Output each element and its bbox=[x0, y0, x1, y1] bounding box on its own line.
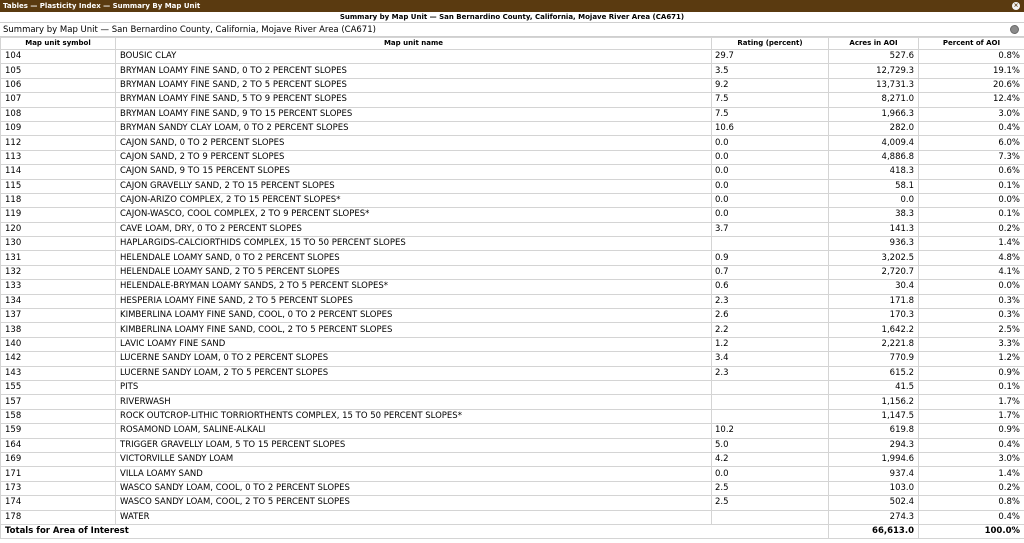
map-unit-name-cell[interactable]: ROSAMOND LOAM, SALINE-ALKALI bbox=[116, 424, 712, 438]
table-row bbox=[1, 481, 1024, 495]
window-titlebar bbox=[0, 0, 1024, 12]
percent-cell: 0.1% bbox=[919, 208, 1024, 222]
percent-cell: 1.2% bbox=[919, 352, 1024, 366]
acres-cell: 13,731.3 bbox=[829, 78, 919, 92]
map-unit-name-cell[interactable]: HESPERIA LOAMY FINE SAND, 2 TO 5 PERCENT SLOPES bbox=[116, 294, 712, 308]
map-unit-name-cell[interactable]: BRYMAN LOAMY FINE SAND, 5 TO 9 PERCENT SLOPES bbox=[116, 93, 712, 107]
map-unit-symbol-cell: 157 bbox=[1, 395, 116, 409]
table-row bbox=[1, 121, 1024, 135]
map-unit-name-cell[interactable]: VILLA LOAMY SAND bbox=[116, 467, 712, 481]
map-unit-name-cell[interactable]: ROCK OUTCROP-LITHIC TORRIORTHENTS COMPLEX, 15 TO 50 PERCENT SLOPES* bbox=[116, 409, 712, 423]
percent-cell: 0.2% bbox=[919, 222, 1024, 236]
table-row bbox=[1, 150, 1024, 164]
map-unit-symbol-cell: 130 bbox=[1, 237, 116, 251]
percent-cell: 19.1% bbox=[919, 64, 1024, 78]
map-unit-symbol-cell: 159 bbox=[1, 424, 116, 438]
map-unit-symbol-cell: 131 bbox=[1, 251, 116, 265]
table-row bbox=[1, 496, 1024, 510]
table-row bbox=[1, 165, 1024, 179]
rating-cell: 2.2 bbox=[712, 323, 829, 337]
table-row bbox=[1, 78, 1024, 92]
table-header-row bbox=[1, 38, 1024, 50]
map-unit-symbol-cell: 137 bbox=[1, 309, 116, 323]
map-unit-symbol-cell: 104 bbox=[1, 50, 116, 64]
totals-row bbox=[1, 524, 1024, 538]
percent-cell: 3.3% bbox=[919, 337, 1024, 351]
rating-cell: 2.3 bbox=[712, 294, 829, 308]
acres-cell: 1,966.3 bbox=[829, 107, 919, 121]
rating-cell: 7.5 bbox=[712, 93, 829, 107]
map-unit-symbol-cell: 113 bbox=[1, 150, 116, 164]
map-unit-name-cell[interactable]: TRIGGER GRAVELLY LOAM, 5 TO 15 PERCENT SLOPES bbox=[116, 438, 712, 452]
table-row bbox=[1, 380, 1024, 394]
map-unit-symbol-cell: 115 bbox=[1, 179, 116, 193]
map-unit-name-cell[interactable]: HELENDALE LOAMY SAND, 2 TO 5 PERCENT SLOPES bbox=[116, 265, 712, 279]
summary-table bbox=[0, 37, 1024, 539]
table-row bbox=[1, 510, 1024, 524]
map-unit-symbol-cell: 169 bbox=[1, 452, 116, 466]
map-unit-symbol-cell: 132 bbox=[1, 265, 116, 279]
acres-cell: 1,642.2 bbox=[829, 323, 919, 337]
acres-cell: 1,147.5 bbox=[829, 409, 919, 423]
acres-cell: 2,720.7 bbox=[829, 265, 919, 279]
map-unit-name-cell[interactable]: WASCO SANDY LOAM, COOL, 0 TO 2 PERCENT SLOPES bbox=[116, 481, 712, 495]
table-row bbox=[1, 280, 1024, 294]
map-unit-symbol-cell: 143 bbox=[1, 366, 116, 380]
map-unit-name-cell[interactable]: BRYMAN LOAMY FINE SAND, 0 TO 2 PERCENT SLOPES bbox=[116, 64, 712, 78]
totals-acres: 66,613.0 bbox=[829, 524, 919, 538]
table-row bbox=[1, 251, 1024, 265]
map-unit-symbol-cell: 155 bbox=[1, 380, 116, 394]
map-unit-name-cell[interactable]: HELENDALE LOAMY SAND, 0 TO 2 PERCENT SLOPES bbox=[116, 251, 712, 265]
acres-cell: 770.9 bbox=[829, 352, 919, 366]
rating-cell bbox=[712, 237, 829, 251]
map-unit-symbol-cell: 174 bbox=[1, 496, 116, 510]
rating-cell: 0.9 bbox=[712, 251, 829, 265]
map-unit-symbol-cell: 105 bbox=[1, 64, 116, 78]
map-unit-symbol-cell: 109 bbox=[1, 121, 116, 135]
rating-cell: 7.5 bbox=[712, 107, 829, 121]
map-unit-name-cell[interactable]: CAJON-WASCO, COOL COMPLEX, 2 TO 9 PERCENT SLOPES* bbox=[116, 208, 712, 222]
percent-cell: 0.8% bbox=[919, 50, 1024, 64]
rating-cell: 0.0 bbox=[712, 165, 829, 179]
table-row bbox=[1, 438, 1024, 452]
map-unit-symbol-cell: 173 bbox=[1, 481, 116, 495]
table-row bbox=[1, 237, 1024, 251]
rating-cell: 5.0 bbox=[712, 438, 829, 452]
rating-cell: 0.0 bbox=[712, 150, 829, 164]
acres-cell: 170.3 bbox=[829, 309, 919, 323]
acres-cell: 527.6 bbox=[829, 50, 919, 64]
table-row bbox=[1, 467, 1024, 481]
percent-cell: 1.4% bbox=[919, 237, 1024, 251]
table-row bbox=[1, 452, 1024, 466]
acres-cell: 615.2 bbox=[829, 366, 919, 380]
rating-cell: 3.5 bbox=[712, 64, 829, 78]
percent-cell: 2.5% bbox=[919, 323, 1024, 337]
rating-cell: 0.0 bbox=[712, 136, 829, 150]
column-header-percent-of-aoi[interactable]: Percent of AOI bbox=[919, 38, 1024, 50]
map-unit-name-cell[interactable]: BRYMAN LOAMY FINE SAND, 2 TO 5 PERCENT SLOPES bbox=[116, 78, 712, 92]
rating-cell: 2.6 bbox=[712, 309, 829, 323]
map-unit-name-cell[interactable]: BOUSIC CLAY bbox=[116, 50, 712, 64]
rating-cell: 2.5 bbox=[712, 481, 829, 495]
rating-cell bbox=[712, 510, 829, 524]
map-unit-name-cell[interactable]: LAVIC LOAMY FINE SAND bbox=[116, 337, 712, 351]
acres-cell: 1,994.6 bbox=[829, 452, 919, 466]
percent-cell: 6.0% bbox=[919, 136, 1024, 150]
report-title: Summary by Map Unit — San Bernardino County, California, Mojave River Area (CA671) bbox=[0, 12, 1024, 23]
table-row bbox=[1, 222, 1024, 236]
rating-cell: 0.0 bbox=[712, 193, 829, 207]
rating-cell: 2.5 bbox=[712, 496, 829, 510]
percent-cell: 0.1% bbox=[919, 179, 1024, 193]
column-header-map-unit-name[interactable]: Map unit name bbox=[116, 38, 712, 50]
map-unit-symbol-cell: 107 bbox=[1, 93, 116, 107]
rating-cell: 10.2 bbox=[712, 424, 829, 438]
map-unit-symbol-cell: 158 bbox=[1, 409, 116, 423]
report-subtitle: Summary by Map Unit — San Bernardino County, California, Mojave River Area (CA671) bbox=[3, 25, 376, 35]
acres-cell: 4,009.4 bbox=[829, 136, 919, 150]
acres-cell: 3,202.5 bbox=[829, 251, 919, 265]
map-unit-symbol-cell: 142 bbox=[1, 352, 116, 366]
percent-cell: 0.8% bbox=[919, 496, 1024, 510]
map-unit-name-cell[interactable]: CAJON GRAVELLY SAND, 2 TO 15 PERCENT SLOPES bbox=[116, 179, 712, 193]
percent-cell: 1.7% bbox=[919, 395, 1024, 409]
table-body bbox=[1, 50, 1024, 525]
close-icon[interactable]: × bbox=[1013, 2, 1019, 9]
map-unit-name-cell[interactable]: CAJON SAND, 2 TO 9 PERCENT SLOPES bbox=[116, 150, 712, 164]
acres-cell: 294.3 bbox=[829, 438, 919, 452]
percent-cell: 0.9% bbox=[919, 424, 1024, 438]
map-unit-symbol-cell: 118 bbox=[1, 193, 116, 207]
map-unit-symbol-cell: 119 bbox=[1, 208, 116, 222]
map-unit-symbol-cell: 133 bbox=[1, 280, 116, 294]
acres-cell: 1,156.2 bbox=[829, 395, 919, 409]
acres-cell: 418.3 bbox=[829, 165, 919, 179]
percent-cell: 20.6% bbox=[919, 78, 1024, 92]
table-row bbox=[1, 337, 1024, 351]
acres-cell: 41.5 bbox=[829, 380, 919, 394]
table-row bbox=[1, 193, 1024, 207]
percent-cell: 4.1% bbox=[919, 265, 1024, 279]
map-unit-symbol-cell: 114 bbox=[1, 165, 116, 179]
acres-cell: 38.3 bbox=[829, 208, 919, 222]
table-row bbox=[1, 366, 1024, 380]
acres-cell: 8,271.0 bbox=[829, 93, 919, 107]
rating-cell: 0.0 bbox=[712, 208, 829, 222]
map-unit-name-cell[interactable]: HAPLARGIDS-CALCIORTHIDS COMPLEX, 15 TO 50 PERCENT SLOPES bbox=[116, 237, 712, 251]
rating-cell bbox=[712, 395, 829, 409]
rating-cell: 0.6 bbox=[712, 280, 829, 294]
map-unit-symbol-cell: 164 bbox=[1, 438, 116, 452]
rating-cell: 1.2 bbox=[712, 337, 829, 351]
table-row bbox=[1, 64, 1024, 78]
rating-cell: 0.0 bbox=[712, 467, 829, 481]
rating-cell: 3.4 bbox=[712, 352, 829, 366]
map-unit-symbol-cell: 108 bbox=[1, 107, 116, 121]
percent-cell: 1.4% bbox=[919, 467, 1024, 481]
table-row bbox=[1, 409, 1024, 423]
acres-cell: 58.1 bbox=[829, 179, 919, 193]
table-row bbox=[1, 309, 1024, 323]
percent-cell: 0.1% bbox=[919, 380, 1024, 394]
rating-cell: 0.0 bbox=[712, 179, 829, 193]
percent-cell: 0.9% bbox=[919, 366, 1024, 380]
percent-cell: 0.3% bbox=[919, 294, 1024, 308]
map-unit-name-cell[interactable]: KIMBERLINA LOAMY FINE SAND, COOL, 0 TO 2 PERCENT SLOPES bbox=[116, 309, 712, 323]
scroll-button-icon[interactable] bbox=[1010, 25, 1019, 34]
table-row bbox=[1, 208, 1024, 222]
totals-percent: 100.0% bbox=[919, 524, 1024, 538]
acres-cell: 274.3 bbox=[829, 510, 919, 524]
map-unit-name-cell[interactable]: BRYMAN LOAMY FINE SAND, 9 TO 15 PERCENT SLOPES bbox=[116, 107, 712, 121]
map-unit-name-cell[interactable]: PITS bbox=[116, 380, 712, 394]
acres-cell: 619.8 bbox=[829, 424, 919, 438]
acres-cell: 502.4 bbox=[829, 496, 919, 510]
percent-cell: 12.4% bbox=[919, 93, 1024, 107]
rating-cell: 0.7 bbox=[712, 265, 829, 279]
rating-cell bbox=[712, 409, 829, 423]
window-title: Tables — Plasticity Index — Summary By Map Unit bbox=[3, 2, 201, 10]
map-unit-symbol-cell: 171 bbox=[1, 467, 116, 481]
percent-cell: 0.3% bbox=[919, 309, 1024, 323]
percent-cell: 1.7% bbox=[919, 409, 1024, 423]
acres-cell: 141.3 bbox=[829, 222, 919, 236]
rating-cell: 29.7 bbox=[712, 50, 829, 64]
percent-cell: 0.2% bbox=[919, 481, 1024, 495]
map-unit-name-cell[interactable]: HELENDALE-BRYMAN LOAMY SANDS, 2 TO 5 PERCENT SLOPES* bbox=[116, 280, 712, 294]
table-row bbox=[1, 179, 1024, 193]
map-unit-symbol-cell: 178 bbox=[1, 510, 116, 524]
acres-cell: 4,886.8 bbox=[829, 150, 919, 164]
map-unit-name-cell[interactable]: CAVE LOAM, DRY, 0 TO 2 PERCENT SLOPES bbox=[116, 222, 712, 236]
table-row bbox=[1, 395, 1024, 409]
percent-cell: 0.0% bbox=[919, 280, 1024, 294]
column-header-acres-in-aoi[interactable]: Acres in AOI bbox=[829, 38, 919, 50]
table-row bbox=[1, 424, 1024, 438]
percent-cell: 0.0% bbox=[919, 193, 1024, 207]
acres-cell: 0.0 bbox=[829, 193, 919, 207]
rating-cell: 10.6 bbox=[712, 121, 829, 135]
table-row bbox=[1, 265, 1024, 279]
map-unit-symbol-cell: 138 bbox=[1, 323, 116, 337]
percent-cell: 4.8% bbox=[919, 251, 1024, 265]
map-unit-name-cell[interactable]: RIVERWASH bbox=[116, 395, 712, 409]
map-unit-name-cell[interactable]: CAJON-ARIZO COMPLEX, 2 TO 15 PERCENT SLOPES* bbox=[116, 193, 712, 207]
map-unit-name-cell[interactable]: BRYMAN SANDY CLAY LOAM, 0 TO 2 PERCENT SLOPES bbox=[116, 121, 712, 135]
map-unit-name-cell[interactable]: CAJON SAND, 9 TO 15 PERCENT SLOPES bbox=[116, 165, 712, 179]
rating-cell: 2.3 bbox=[712, 366, 829, 380]
map-unit-name-cell[interactable]: CAJON SAND, 0 TO 2 PERCENT SLOPES bbox=[116, 136, 712, 150]
percent-cell: 3.0% bbox=[919, 107, 1024, 121]
table-row bbox=[1, 107, 1024, 121]
table-row bbox=[1, 93, 1024, 107]
table-row bbox=[1, 136, 1024, 150]
acres-cell: 103.0 bbox=[829, 481, 919, 495]
percent-cell: 0.4% bbox=[919, 438, 1024, 452]
percent-cell: 0.4% bbox=[919, 121, 1024, 135]
acres-cell: 12,729.3 bbox=[829, 64, 919, 78]
acres-cell: 171.8 bbox=[829, 294, 919, 308]
percent-cell: 0.4% bbox=[919, 510, 1024, 524]
acres-cell: 2,221.8 bbox=[829, 337, 919, 351]
map-unit-name-cell[interactable]: WATER bbox=[116, 510, 712, 524]
map-unit-name-cell[interactable]: WASCO SANDY LOAM, COOL, 2 TO 5 PERCENT SLOPES bbox=[116, 496, 712, 510]
map-unit-symbol-cell: 112 bbox=[1, 136, 116, 150]
map-unit-name-cell[interactable]: LUCERNE SANDY LOAM, 0 TO 2 PERCENT SLOPES bbox=[116, 352, 712, 366]
map-unit-name-cell[interactable]: KIMBERLINA LOAMY FINE SAND, COOL, 2 TO 5 PERCENT SLOPES bbox=[116, 323, 712, 337]
acres-cell: 937.4 bbox=[829, 467, 919, 481]
column-header-map-unit-symbol[interactable]: Map unit symbol bbox=[1, 38, 116, 50]
rating-cell bbox=[712, 380, 829, 394]
map-unit-name-cell[interactable]: VICTORVILLE SANDY LOAM bbox=[116, 452, 712, 466]
rating-cell: 4.2 bbox=[712, 452, 829, 466]
table-row bbox=[1, 50, 1024, 64]
totals-label: Totals for Area of Interest bbox=[1, 524, 829, 538]
map-unit-symbol-cell: 106 bbox=[1, 78, 116, 92]
map-unit-symbol-cell: 134 bbox=[1, 294, 116, 308]
column-header-rating[interactable]: Rating (percent) bbox=[712, 38, 829, 50]
acres-cell: 30.4 bbox=[829, 280, 919, 294]
acres-cell: 282.0 bbox=[829, 121, 919, 135]
map-unit-name-cell[interactable]: LUCERNE SANDY LOAM, 2 TO 5 PERCENT SLOPES bbox=[116, 366, 712, 380]
percent-cell: 3.0% bbox=[919, 452, 1024, 466]
rating-cell: 9.2 bbox=[712, 78, 829, 92]
percent-cell: 0.6% bbox=[919, 165, 1024, 179]
report-subtitle-row bbox=[0, 23, 1024, 37]
percent-cell: 7.3% bbox=[919, 150, 1024, 164]
acres-cell: 936.3 bbox=[829, 237, 919, 251]
rating-cell: 3.7 bbox=[712, 222, 829, 236]
map-unit-symbol-cell: 140 bbox=[1, 337, 116, 351]
table-row bbox=[1, 323, 1024, 337]
table-row bbox=[1, 294, 1024, 308]
table-row bbox=[1, 352, 1024, 366]
map-unit-symbol-cell: 120 bbox=[1, 222, 116, 236]
